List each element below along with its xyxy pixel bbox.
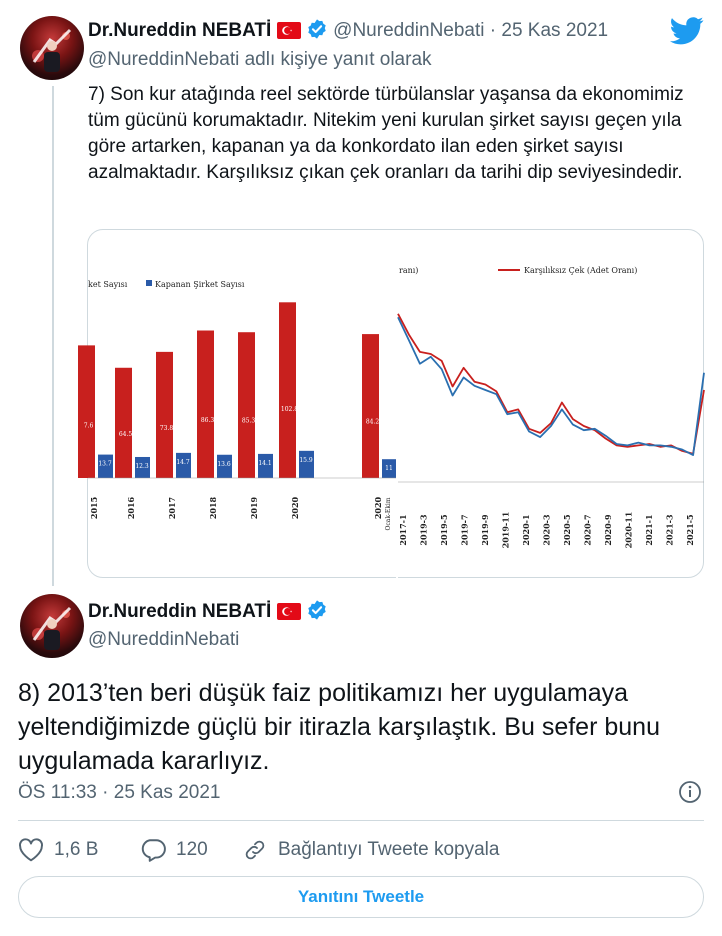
bar-new-label-3: 86.3 — [200, 416, 215, 424]
info-icon[interactable] — [678, 780, 702, 804]
bar-new-6 — [362, 334, 379, 478]
bar-new-0 — [78, 345, 95, 478]
bar-tick-4: 2019 — [249, 496, 259, 520]
bar-closed-label-0: 13.7 — [98, 460, 112, 468]
line-tick-0: 2017-1 — [398, 514, 408, 546]
bar-new-label-0: 7.6 — [83, 422, 94, 430]
line-tick-14: 2021-5 — [685, 514, 695, 546]
line-series-1 — [398, 317, 704, 455]
bar-new-label-2: 73.8 — [159, 425, 174, 433]
bar-chart — [78, 280, 398, 531]
line-series-0 — [398, 314, 704, 454]
bar-new-label-4: 85.3 — [241, 417, 256, 425]
bar-new-label-5: 102.8 — [280, 406, 299, 414]
line-tick-10: 2020-9 — [603, 514, 613, 546]
line-tick-1: 2019-3 — [418, 514, 429, 546]
reply-count: 120 — [176, 839, 208, 860]
tweet2-author-name[interactable]: Dr.Nureddin NEBATİ — [88, 601, 272, 622]
bar-new-2 — [156, 352, 173, 478]
line-tick-7: 2020-3 — [541, 514, 552, 546]
tweet1-handle[interactable]: @NureddinNebati — [333, 20, 485, 41]
avatar[interactable] — [20, 594, 84, 658]
tweet2-time[interactable]: ÖS 11:33 — [18, 782, 97, 803]
line-chart — [398, 266, 704, 548]
bar-closed-label-1: 12.3 — [135, 462, 149, 470]
line-tick-8: 2020-5 — [562, 514, 572, 546]
bar-closed-label-2: 14.7 — [176, 458, 190, 466]
heart-icon — [18, 838, 44, 862]
tweet2-text: 8) 2013’ten beri düşük faiz politikamızı her uygulamaya yeltendiğimizde güçlü bir itirazla karşılaştık. Bu sefer bunu uygulamada kararlıyız. — [18, 679, 660, 775]
bar-tick-3: 2018 — [208, 496, 218, 520]
reply-context[interactable]: @NureddinNebati adlı kişiye yanıt olarak — [88, 49, 432, 70]
like-count: 1,6 B — [54, 839, 99, 860]
action-bar — [18, 836, 499, 864]
chart-image — [83, 230, 705, 579]
divider — [18, 820, 704, 821]
bar-closed-label-5: 15.9 — [299, 456, 313, 464]
tweet2-meta — [18, 782, 220, 804]
line-tick-6: 2020-1 — [521, 514, 531, 546]
like-button[interactable] — [18, 838, 140, 862]
line-partial-title: ranı) — [399, 266, 419, 275]
bar-legend-closed: Kapanan Şirket Sayısı — [155, 280, 245, 289]
tweet1-date[interactable]: 25 Kas 2021 — [501, 20, 609, 41]
bar-new-4 — [238, 332, 255, 478]
line-tick-5: 2019-11 — [500, 511, 511, 549]
bar-tick-2: 2017 — [167, 496, 177, 520]
bar-tick-6: 2020 — [373, 496, 383, 520]
bar-closed-label-4: 14.1 — [258, 459, 272, 467]
line-tick-4: 2019-9 — [480, 514, 490, 546]
line-tick-9: 2020-7 — [582, 514, 593, 546]
copy-link-label: Bağlantıyı Tweete kopyala — [278, 839, 500, 860]
bar-new-label-1: 64.5 — [118, 431, 133, 439]
bar-closed-5 — [299, 451, 314, 478]
bar-legend-new: ket Sayısı — [88, 280, 128, 289]
verified-badge-icon — [306, 18, 328, 40]
reply-bubble-icon — [140, 838, 166, 862]
avatar[interactable] — [20, 16, 84, 80]
turkey-flag-icon — [277, 22, 301, 39]
line-tick-3: 2019-7 — [459, 514, 470, 546]
line-tick-13: 2021-3 — [664, 514, 675, 546]
line-tick-2: 2019-5 — [439, 514, 449, 546]
bar-new-1 — [115, 368, 132, 478]
tweet-reply-button[interactable]: Yanıtını Tweetle — [18, 876, 704, 918]
turkey-flag-icon — [277, 603, 301, 620]
twitter-bird-icon[interactable] — [670, 16, 704, 46]
bar-legend-closed-swatch — [146, 280, 152, 286]
reply-action-button[interactable] — [140, 838, 242, 862]
bar-tick-0: 2015 — [89, 496, 99, 520]
tweet2-header — [88, 599, 328, 623]
thread-line — [52, 86, 54, 586]
tweet1-header — [88, 18, 608, 42]
bar-tick-sub-6: Ocak-Ekim — [385, 497, 392, 531]
bar-closed-label-3: 13.6 — [217, 460, 231, 468]
tweet1-separator: · — [489, 20, 497, 41]
tweet2-handle[interactable]: @NureddinNebati — [88, 629, 240, 650]
tweet2-date[interactable]: 25 Kas 2021 — [113, 782, 221, 803]
tweet2-separator: · — [102, 782, 109, 803]
link-icon — [242, 838, 268, 862]
tweet1-author-name[interactable]: Dr.Nureddin NEBATİ — [88, 20, 272, 41]
bar-new-3 — [197, 331, 214, 478]
verified-badge-icon — [306, 599, 328, 621]
bar-closed-label-6: 11 — [385, 465, 393, 473]
bar-new-5 — [279, 302, 299, 478]
bar-tick-1: 2016 — [126, 496, 136, 520]
line-tick-12: 2021-1 — [644, 514, 654, 546]
tweet-media[interactable] — [83, 229, 704, 578]
bar-tick-5: 2020 — [290, 496, 300, 520]
copy-link-button[interactable] — [242, 838, 499, 862]
line-tick-11: 2020-11 — [623, 511, 634, 549]
bar-new-label-6: 84.2 — [365, 418, 380, 426]
tweet1-text: 7) Son kur atağında reel sektörde türbülanslar yaşansa da ekonomimiz tüm gücünü korumaktadır. Nitekim yeni kurulan şirket sayısı geçen yıla göre artarken, kapanan ya da konkordato ilan eden şirket sayısı azalmaktadır. Karşılıksız çıkan çek oranları da tarihi dip seviyesindedir. — [88, 84, 684, 183]
line-legend-label: Karşılıksız Çek (Adet Oranı) — [524, 266, 638, 275]
